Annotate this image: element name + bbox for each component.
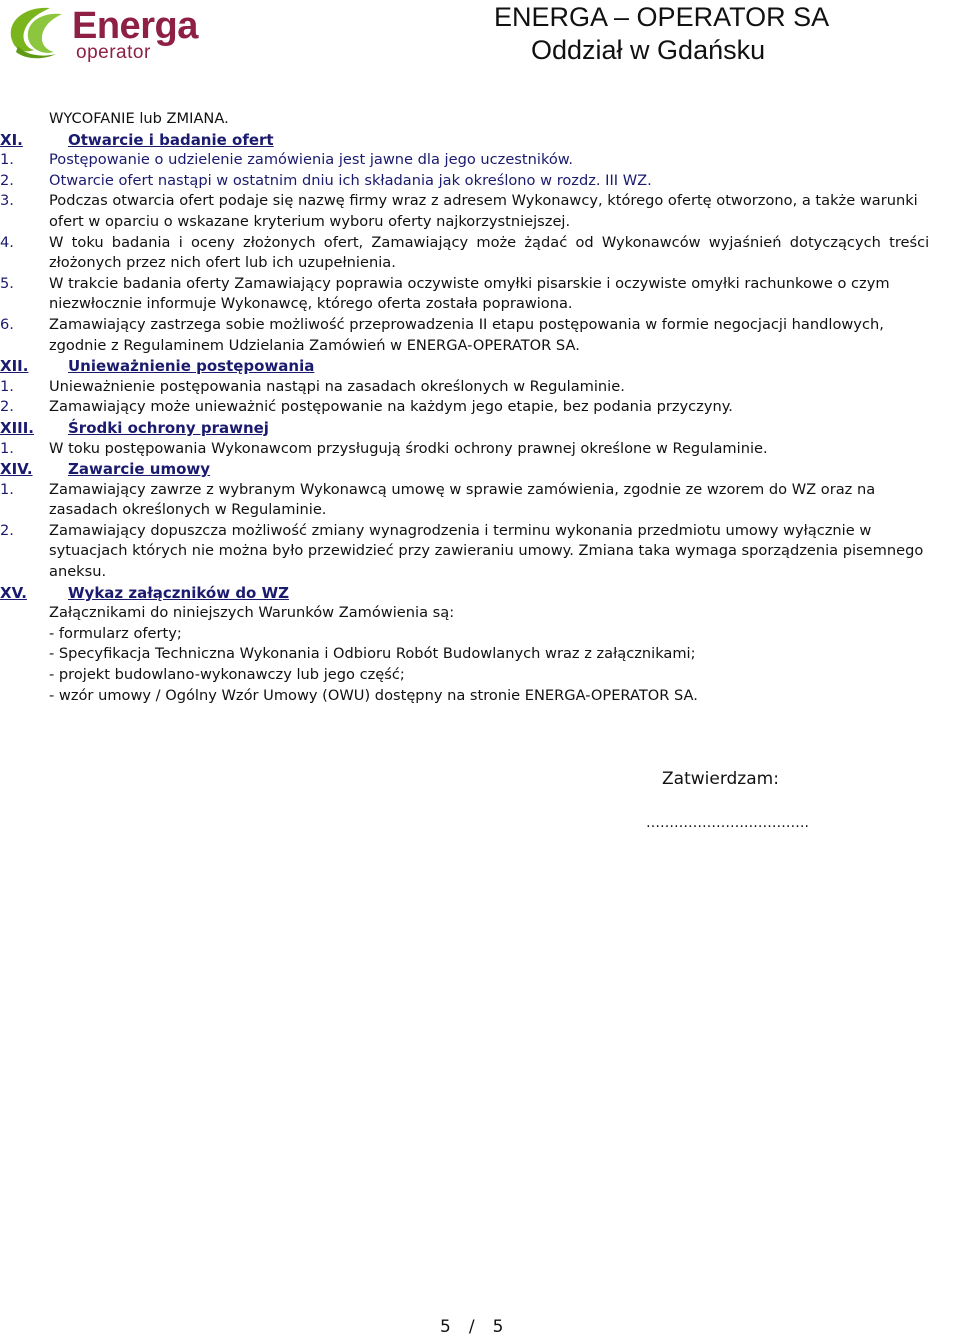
- page-total: 5: [492, 1317, 504, 1337]
- logo-wordmark: Energa: [72, 5, 198, 47]
- attachment-item: - projekt budowlano-wykonawczy lub jego część;: [49, 666, 405, 684]
- list-item: [0, 377, 960, 398]
- section-number: XI.: [0, 130, 23, 149]
- item-text: zgodnie z Regulaminem Udzielania Zamówień w ENERGA-OPERATOR SA.: [49, 336, 580, 354]
- list-item: [0, 191, 960, 232]
- item-number: 4.: [0, 233, 14, 251]
- attachment-item: - wzór umowy / Ogólny Wzór Umowy (OWU) dostępny na stronie ENERGA-OPERATOR SA.: [49, 686, 698, 704]
- item-number: 2.: [0, 521, 14, 539]
- list-item: [0, 315, 960, 356]
- page-current: 5: [440, 1317, 451, 1337]
- section-title: Unieważnienie postępowania: [68, 357, 315, 376]
- section-title: Otwarcie i badanie ofert: [68, 130, 274, 149]
- attachment-item: - formularz oferty;: [49, 624, 182, 642]
- item-number: 6.: [0, 315, 14, 333]
- section-number: XIII.: [0, 418, 35, 437]
- item-text: W trakcie badania oferty Zamawiający poprawia oczywiste omyłki pisarskie i oczywiste omyłki rachunkowe o czym: [49, 274, 890, 292]
- item-number: 5.: [0, 274, 14, 292]
- document-body: [0, 109, 960, 706]
- item-number: 2.: [0, 171, 14, 189]
- list-item: [0, 171, 960, 192]
- item-text: W toku badania i oceny złożonych ofert, Zamawiający może żądać od Wykonawców wyjaśnień dotyczących treści: [49, 233, 930, 251]
- section-heading-xv: [0, 583, 960, 604]
- item-text: Zamawiający zawrze z wybranym Wykonawcą umowę w sprawie zamówienia, zgodnie ze wzorem do WZ oraz na: [49, 480, 876, 498]
- list-item: [0, 521, 960, 583]
- approval-label: Zatwierdzam:: [662, 769, 779, 789]
- item-text: ofert w oparciu o wskazane kryterium wyboru oferty najkorzystniejszej.: [49, 212, 571, 230]
- signature-line: ………………….………….: [646, 815, 809, 831]
- item-text: zasadach określonych w Regulaminie.: [49, 501, 327, 519]
- list-item: [0, 439, 960, 460]
- section-number: XIV.: [0, 460, 33, 479]
- list-item: [0, 150, 960, 171]
- list-item: [0, 274, 960, 315]
- attachments-intro: Załącznikami do niniejszych Warunków Zamówienia są:: [49, 604, 455, 622]
- energa-leaf-icon: [4, 2, 74, 62]
- list-item: [0, 233, 960, 274]
- section-title: Wykaz załączników do WZ: [68, 583, 290, 602]
- item-text: niezwłocznie informuje Wykonawcę, którego oferta została poprawiona.: [49, 295, 573, 313]
- item-number: 1.: [0, 480, 14, 498]
- item-text: Unieważnienie postępowania nastąpi na zasadach określonych w Regulaminie.: [49, 377, 625, 395]
- page-number: [440, 1316, 503, 1338]
- item-number: 1.: [0, 439, 14, 457]
- item-number: 1.: [0, 377, 14, 395]
- item-text: Zamawiający może unieważnić postępowanie na każdym jego etapie, bez podania przyczyny.: [49, 398, 733, 416]
- section-heading-xi: [0, 130, 960, 151]
- item-text: Otwarcie ofert nastąpi w ostatnim dniu ich składania jak określono w rozdz. III WZ.: [49, 171, 652, 189]
- energa-logo: [4, 2, 204, 68]
- item-text: W toku postępowania Wykonawcom przysługują środki ochrony prawnej określone w Regulaminie.: [49, 439, 768, 457]
- item-text: Zamawiający dopuszcza możliwość zmiany wynagrodzenia i terminu wykonania przedmiotu umowy wyłącznie w: [49, 521, 872, 539]
- section-title: Zawarcie umowy: [68, 460, 211, 479]
- item-text: aneksu.: [49, 563, 107, 581]
- item-text: sytuacjach których nie można było przewidzieć przy zawieraniu umowy. Zmiana taka wymaga sporządzenia pisemnego: [49, 542, 924, 560]
- item-number: 2.: [0, 398, 14, 416]
- section-heading-xiii: [0, 418, 960, 439]
- item-text: Zamawiający zastrzega sobie możliwość przeprowadzenia II etapu postępowania w formie negocjacji handlowych,: [49, 315, 884, 333]
- section-title: Środki ochrony prawnej: [68, 418, 269, 437]
- item-text: Postępowanie o udzielenie zamówienia jest jawne dla jego uczestników.: [49, 151, 574, 169]
- page-separator: /: [468, 1317, 475, 1337]
- item-number: 1.: [0, 151, 14, 169]
- list-item: [0, 397, 960, 418]
- section-number: XV.: [0, 583, 27, 602]
- list-item: [0, 480, 960, 521]
- item-text: złożonych przez nich ofert lub ich uzupełnienia.: [49, 254, 396, 272]
- section-number: XII.: [0, 357, 29, 376]
- intro-line: WYCOFANIE lub ZMIANA.: [49, 110, 229, 127]
- section-heading-xiv: [0, 459, 960, 480]
- logo-subtitle: operator: [76, 42, 151, 63]
- item-number: 3.: [0, 192, 14, 210]
- section-heading-xii: [0, 356, 960, 377]
- item-text: Podczas otwarcia ofert podaje się nazwę firmy wraz z adresem Wykonawcy, którego ofertę otworzono, a także warunki: [49, 192, 918, 210]
- attachment-item: - Specyfikacja Techniczna Wykonania i Odbioru Robót Budowlanych wraz z załącznikami;: [49, 645, 696, 663]
- header-branch-name: Oddział w Gdańsku: [531, 35, 766, 65]
- header-company-name: ENERGA – OPERATOR SA: [494, 2, 830, 32]
